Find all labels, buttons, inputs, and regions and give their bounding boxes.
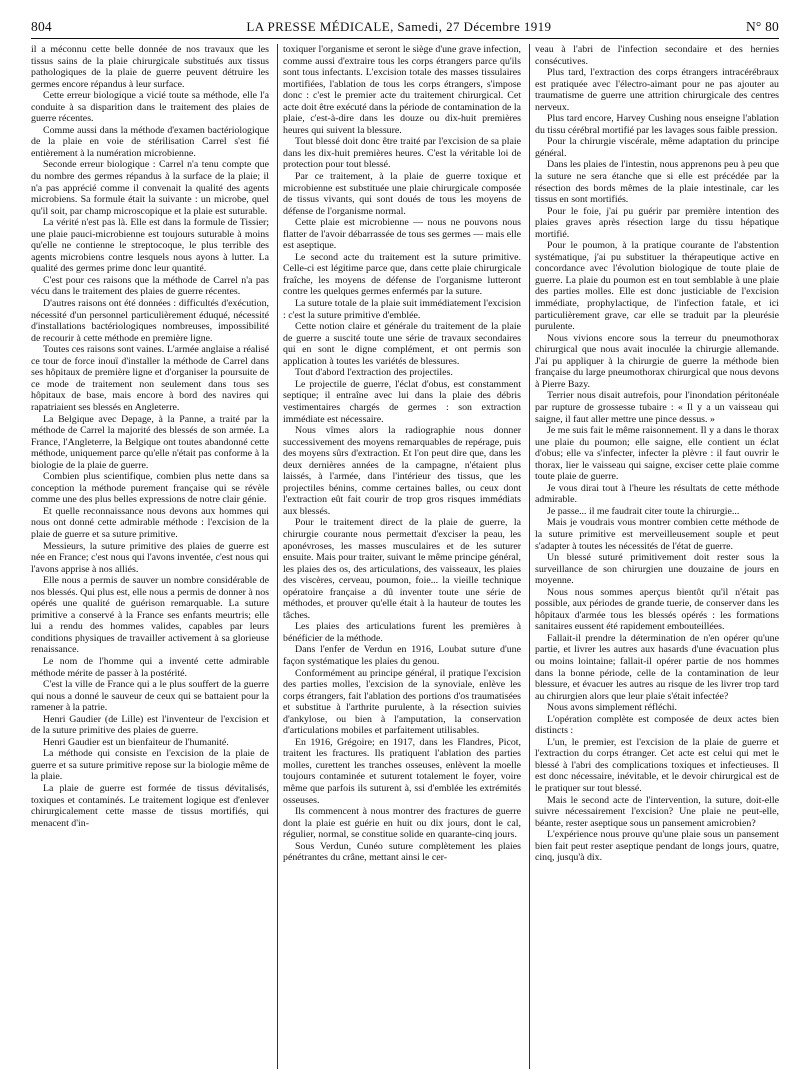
paragraph: Seconde erreur biologique : Carrel n'a tenu compte que du nombre des germes répandus à la surface de la plaie; il n'a pas apprécié comme il convenait la qualité des agents microbiens. Sa formule était la suivante : un microbe, quel qu'il soit, par champ microscopique et la plaie est suturable.: [31, 159, 269, 217]
paragraph: Cette plaie est microbienne — nous ne pouvons nous flatter de l'avoir débarrassée de tous ses germes — mais elle est aseptique.: [283, 217, 521, 252]
paragraph: Toutes ces raisons sont vaines. L'armée anglaise a réalisé ce tour de force inouï d'installer la méthode de Carrel dans ses hôpitaux de première ligne et d'organiser la poursuite de ce mode de traitement non seulement dans tous ses hôpitaux de base, mais encore à bord des navires qui rapatriaient ses blessés en Angleterre.: [31, 344, 269, 413]
paragraph: Cette erreur biologique a vicié toute sa méthode, elle l'a conduite à sa disparition dans le traitement des plaies de guerre récentes.: [31, 90, 269, 125]
paragraph: Henri Gaudier est un bienfaiteur de l'humanité.: [43, 736, 229, 748]
paragraph: Nous avons simplement réfléchi.: [547, 702, 677, 714]
paragraph: Nous vivions encore sous la terreur du pneumothorax chirurgical que nous avait inoculée la chirurgie allemande. J'ai pu appliquer à la chirurgie de guerre la méthode bien française du large pneumothorax chirurgical que nous devons à Pierre Bazy.: [535, 332, 779, 390]
column-divider: [529, 44, 530, 1069]
paragraph: Terrier nous disait autrefois, pour l'inondation péritonéale par rupture de grossesse tubaire : « Il y a un vaisseau qui saigne, il faut aller mettre une pince dessus. »: [535, 390, 779, 425]
paragraph: Pour le foie, j'ai pu guérir par première intention des plaies graves après résection large du tissu hépatique mortifié.: [535, 205, 779, 240]
paragraph: Le projectile de guerre, l'éclat d'obus, est constamment septique; il entraîne avec lui dans la plaie des débris vestimentaires chargés de germes : son extraction immédiate est nécessaire.: [283, 378, 521, 425]
paragraph: Dans les plaies de l'intestin, nous apprenons peu à peu que la suture ne sera étanche que si elle est précédée par la résection des bords mêmes de la plaie intestinale, car les tissus en sont mortifiés.: [535, 159, 779, 206]
paragraph: Fallait-il prendre la détermination de n'en opérer qu'une partie, et livrer les autres aux hasards d'une évacuation plus ou moins lointaine; fallait-il opérer partie de nos hommes dans la bonne période, celle de la contamination de leur blessure, et évacuer les autres au risque de les livrer trop tard au chirurgien alors que leur plaie s'était infectée?: [535, 632, 779, 702]
column-3: [535, 44, 779, 1072]
paragraph: Et quelle reconnaissance nous devons aux hommes qui nous ont donné cette admirable méthode : l'excision de la plaie de guerre et sa suture primitive.: [31, 505, 269, 540]
paragraph: Les plaies des articulations furent les premières à bénéficier de la méthode.: [283, 621, 521, 644]
paragraph: Pour la chirurgie viscérale, même adaptation du principe général.: [535, 136, 779, 159]
paragraph: Henri Gaudier (de Lille) est l'inventeur de l'excision et de la suture primitive des plaies de guerre.: [31, 713, 269, 737]
running-header: [31, 17, 779, 37]
paragraph: Cette notion claire et générale du traitement de la plaie de guerre a suscité toute une série de travaux secondaires qui en sont le digne complément, et ont permis son application à toutes les variétés de blessures.: [283, 321, 521, 367]
paragraph: Par ce traitement, à la plaie de guerre toxique et microbienne est substituée une plaie chirurgicale composée de tissus vivants, qui sont doués de tous les moyens de défense de l'organisme normal.: [283, 171, 521, 217]
paragraph: Le second acte du traitement est la suture primitive. Celle-ci est légitime parce que, dans cette plaie chirurgicale fraîche, les moyens de défense de l'organisme lutteront contre les quelques germes enfermés par la suture.: [283, 251, 521, 298]
paragraph: Le nom de l'homme qui a inventé cette admirable méthode mérite de passer à la postérité.: [31, 655, 269, 679]
column-1: [31, 44, 269, 1072]
issue-number: N° 80: [745, 19, 779, 34]
header-rule: [31, 38, 779, 39]
paragraph: La Belgique avec Depage, à la Panne, a traité par la méthode de Carrel la majorité des blessés de son armée. La France, l'Angleterre, la Belgique ont toutes abandonné cette méthode, uniquement parce qu'elle n'était pas conforme à la biologie de la plaie de guerre.: [31, 413, 269, 471]
paragraph: toxiquer l'organisme et seront le siège d'une grave infection, comme aussi d'extraire tous les corps étrangers parce qu'ils sont tous infectants. L'excision totale des masses tissulaires mortifiées, l'ablation de tous les corps étrangers, s'impose donc : c'est le premier acte du traitement chirurgical. Cet acte doit être exécuté dans la période de contamination de la plaie, c'est-à-dire dans les douze ou dix-huit premières heures qui suivent la blessure.: [283, 44, 521, 136]
paragraph: Je vous dirai tout à l'heure les résultats de cette méthode admirable.: [535, 482, 779, 506]
column-divider: [277, 44, 278, 1069]
paragraph: L'un, le premier, est l'excision de la plaie de guerre et l'extraction du corps étranger. Cet acte est celui qui met le blessé à l'abri des complications toxiques et infectieuses. Il est donc nécessaire, inévitable, et le devoir chirurgical est de le pratiquer sur tout blessé.: [535, 736, 779, 794]
page-number: 804: [31, 19, 52, 34]
paragraph: La méthode qui consiste en l'excision de la plaie de guerre et sa suture primitive repose sur la biologie même de la plaie.: [31, 748, 269, 783]
journal-title: LA PRESSE MÉDICALE, Samedi, 27 Décembre 1919: [246, 19, 552, 34]
paragraph: En 1916, Grégoire; en 1917, dans les Flandres, Picot, traitent les fractures. Ils pratiquent l'ablation des parties molles, curettent les tranches osseuses, enlèvent la moelle toujours contaminée et suturent totalement le foyer, voire même que parfois ils suturent à, ssi d'emblée les extrémités osseuses.: [283, 736, 521, 806]
paragraph: C'est pour ces raisons que la méthode de Carrel n'a pas vécu dans le traitement des plaies de guerre récentes.: [31, 274, 269, 298]
paragraph: Dans l'enfer de Verdun en 1916, Loubat suture d'une façon systématique les plaies du genou.: [283, 644, 521, 667]
paragraph: Elle nous a permis de sauver un nombre considérable de nos blessés. Qui plus est, elle nous a permis de donner à nos opérés une qualité de guérison remarquable. La suture primitive a conservé à la France ses enfants meurtris; elle lui a rendu des hommes valides, capables par leurs conditions physiques de travailler activement à sa glorieuse renaissance.: [31, 575, 269, 656]
paragraph: Nous vîmes alors la radiographie nous donner successivement des moyens remarquables de repérage, puis des moyens sûrs d'extraction. Et l'on peut dire que, dans les deux dernières années de la campagne, n'étaient plus laissés, à l'armée, dans l'intérieur des tissus, que les projectiles bénins, comme certaines balles, ou ceux dont l'extraction eût fait courir de trop gros risques immédiats aux blessés.: [283, 425, 521, 517]
paragraph: L'expérience nous prouve qu'une plaie sous un pansement bien fait peut rester aseptique pendant de longs jours, quatre, cinq, jusqu'à dix.: [535, 829, 779, 864]
paragraph: il a méconnu cette belle donnée de nos travaux que les tissus sains de la plaie chirurgicale substitués aux tissus pathologiques de la plaie de guerre peuvent détruire les germes encore répandus à leur surface.: [31, 44, 269, 90]
paragraph: Sous Verdun, Cunéo suture complètement les plaies pénétrantes du crâne, mettant ainsi le cer-: [283, 840, 521, 864]
column-2: [283, 44, 521, 1072]
paragraph: Pour le traitement direct de la plaie de guerre, la chirurgie courante nous permettait d'exciser la peau, les aponévroses, les masses musculaires et de les suturer ensuite. Mais pour traiter, suivant le même principe général, les plaies des os, des articulations, des vaisseaux, les plaies des viscères, cerveau, poumon, foie... la vieille technique opératoire française a dû inventer toute une série de méthodes, et prouver qu'elle était à la hauteur de toutes les tâches.: [283, 517, 521, 621]
paragraph: Comme aussi dans la méthode d'examen bactériologique de la plaie en voie de stérilisation Carrel s'est fié entièrement à la numération microbienne.: [31, 124, 269, 159]
paragraph: Messieurs, la suture primitive des plaies de guerre est née en France; c'est nous qui l'avons inventée, c'est nous qui l'avons apprise à nos alliés.: [31, 540, 269, 575]
paragraph: Plus tard, l'extraction des corps étrangers intracérébraux est pratiquée avec l'électro-aimant pour ne pas ajouter au traumatisme de guerre une attrition chirurgicale des centres nerveux.: [535, 67, 779, 113]
paragraph: La vérité n'est pas là. Elle est dans la formule de Tissier; une plaie pauci-microbienne est toujours suturable à moins qu'elle ne contienne le streptocoque, le plus terrible des agents microbiens contre lesquels nous ayons à lutter. La qualité des germes prime donc leur quantité.: [31, 217, 269, 275]
paragraph: Conformément au principe général, il pratique l'excision des parties molles, l'excision de la synoviale, enlève les corps étrangers, fait l'ablation des portions d'os traumatisées et substitue à l'arthrite purulente, à la résection suivies d'ankylose, ou bien à l'amputation, la conservation d'articulations mobiles et parfaitement utilisables.: [283, 667, 521, 737]
paragraph: Pour le poumon, à la pratique courante de l'abstention systématique, j'ai pu substituer la thérapeutique active en concordance avec l'évolution biologique de toute plaie de guerre. La plaie du poumon est en tout semblable à une plaie des parties molles. Elle est donc justiciable de l'excision immédiate, prophylactique, de l'infection fatale, et ici particulièrement grave, car elle se traduit par la pleurésie purulente.: [535, 240, 779, 333]
paragraph: Ils commencent à nous montrer des fractures de guerre dont la plaie est guérie en huit ou dix jours, dont le cal, régulier, normal, se constitue solide en quarante-cinq jours.: [283, 806, 521, 841]
paragraph: Plus tard encore, Harvey Cushing nous enseigne l'ablation du tissu cérébral mortifié par les lavages sous faible pression.: [535, 113, 779, 136]
paragraph: Nous nous sommes aperçus bientôt qu'il n'était pas possible, aux périodes de grande tuerie, de conserver dans les hôpitaux d'armée tous les blessés opérés : les formations sanitaires eussent été rapidement embouteillées.: [535, 586, 779, 633]
paragraph: Combien plus scientifique, combien plus nette dans sa conception la méthode purement française qui se révèle comme une des plus belles expressions de notre clair génie.: [31, 471, 269, 506]
paragraph: Mais le second acte de l'intervention, la suture, doit-elle suivre nécessairement l'excision? Une plaie ne peut-elle, béante, rester aseptique sous un pansement amicrobien?: [535, 794, 779, 829]
paragraph: D'autres raisons ont été données : difficultés d'exécution, nécessité d'un personnel particulièrement éduqué, nécessité d'installations bactériologiques nombreuses, impossibilité de recourir à cette méthode en première ligne.: [31, 298, 269, 344]
paragraph: Tout blessé doit donc être traité par l'excision de sa plaie dans les dix-huit premières heures. C'est la véritable loi de protection pour tout blessé.: [283, 136, 521, 171]
paragraph: La plaie de guerre est formée de tissus dévitalisés, toxiques et contaminés. Le traitement logique est d'enlever chirurgicalement cette masse de tissus mortifiés, qui menacent d'in-: [31, 783, 269, 829]
paragraph: Je me suis fait le même raisonnement. Il y a dans le thorax une plaie du poumon; elle saigne, elle contient un éclat d'obus; elle va s'infecter, infecter la plèvre : il faut ouvrir le thorax, lier le vaisseau qui saigne, exciser cette plaie comme toute plaie de guerre.: [535, 425, 779, 483]
paragraph: Tout d'abord l'extraction des projectiles.: [295, 367, 453, 379]
paragraph: La suture totale de la plaie suit immédiatement l'excision : c'est la suture primitive d'emblée.: [283, 298, 521, 321]
paragraph: Je passe... il me faudrait citer toute la chirurgie...: [547, 505, 740, 517]
paragraph: Mais je voudrais vous montrer combien cette méthode de la suture primitive est merveilleusement souple et peut s'adapter à toutes les nécessités de l'état de guerre.: [535, 517, 779, 552]
paragraph: veau à l'abri de l'infection secondaire et des hernies consécutives.: [535, 44, 779, 67]
paragraph: Un blessé suturé primitivement doit rester sous la surveillance de son chirurgien une douzaine de jours en moyenne.: [535, 552, 779, 587]
paragraph: L'opération complète est composée de deux actes bien distincts :: [535, 713, 779, 737]
paragraph: C'est la ville de France qui a le plus souffert de la guerre qui nous a donné le sauveur de ceux qui se battaient pour la ramener à la patrie.: [31, 679, 269, 714]
